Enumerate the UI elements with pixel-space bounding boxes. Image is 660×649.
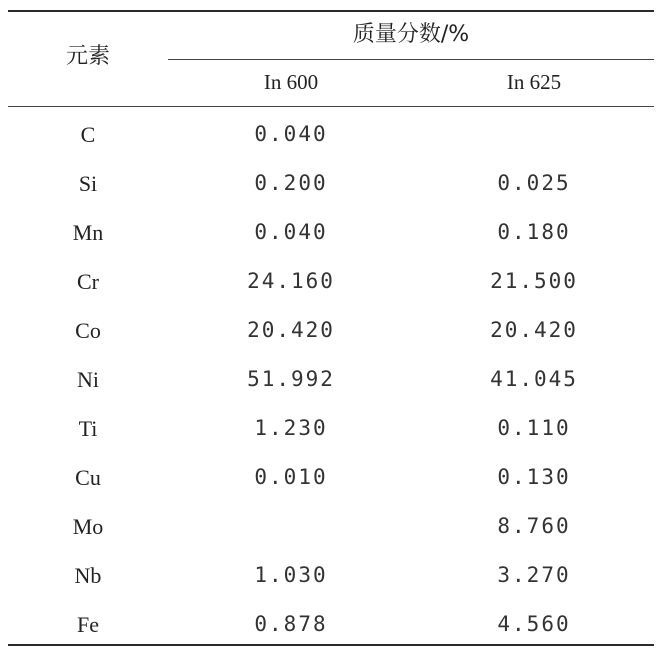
in625-value: 0.130 [497,465,571,489]
header-mass-fraction: 质量分数/% [352,22,470,47]
in600-value: 0.040 [254,220,328,244]
header-bottom-rule [8,106,654,107]
in600-value: 0.200 [254,171,328,195]
table-row [8,453,654,502]
table-row [8,208,654,257]
table-row [8,159,654,208]
element-cell: Cr [77,269,99,294]
table-row [8,355,654,404]
element-cell: Ti [78,416,98,441]
in600-value: 0.040 [254,122,328,146]
header-in600: In 600 [263,70,319,94]
in625-value: 8.760 [497,514,571,538]
in625-value: 20.420 [490,318,578,342]
in600-value: 20.420 [247,318,335,342]
in600-value: 1.030 [254,563,328,587]
table-row [8,502,654,551]
table-row [8,306,654,355]
in625-value: 0.025 [497,171,571,195]
element-cell: Cu [75,465,101,490]
element-cell: Si [78,171,98,196]
in625-value: 4.560 [497,612,571,636]
in625-value: 3.270 [497,563,571,587]
in600-value: 0.010 [254,465,328,489]
composition-table [8,10,654,646]
header-in625: In 625 [506,70,562,94]
element-cell: Mo [72,514,104,539]
table-row [8,600,654,649]
in600-value: 0.878 [254,612,328,636]
header-element: 元素 [65,44,110,69]
element-cell: Fe [77,612,99,637]
table-row [8,551,654,600]
element-cell: Nb [74,563,102,588]
element-cell: Mn [72,220,104,245]
table-row [8,257,654,306]
in625-value: 0.110 [497,416,571,440]
element-cell: Co [75,318,101,343]
in625-value: 41.045 [490,367,578,391]
element-cell: Ni [77,367,99,392]
table-top-rule [8,10,654,12]
in600-value: 1.230 [254,416,328,440]
table-row [8,404,654,453]
in625-value: 21.500 [490,269,578,293]
in600-value: 24.160 [247,269,335,293]
table-row [8,110,654,159]
header-group-rule [168,59,654,60]
in600-value: 51.992 [247,367,335,391]
in625-value: 0.180 [497,220,571,244]
element-cell: C [80,122,96,147]
table-bottom-rule [8,644,654,646]
